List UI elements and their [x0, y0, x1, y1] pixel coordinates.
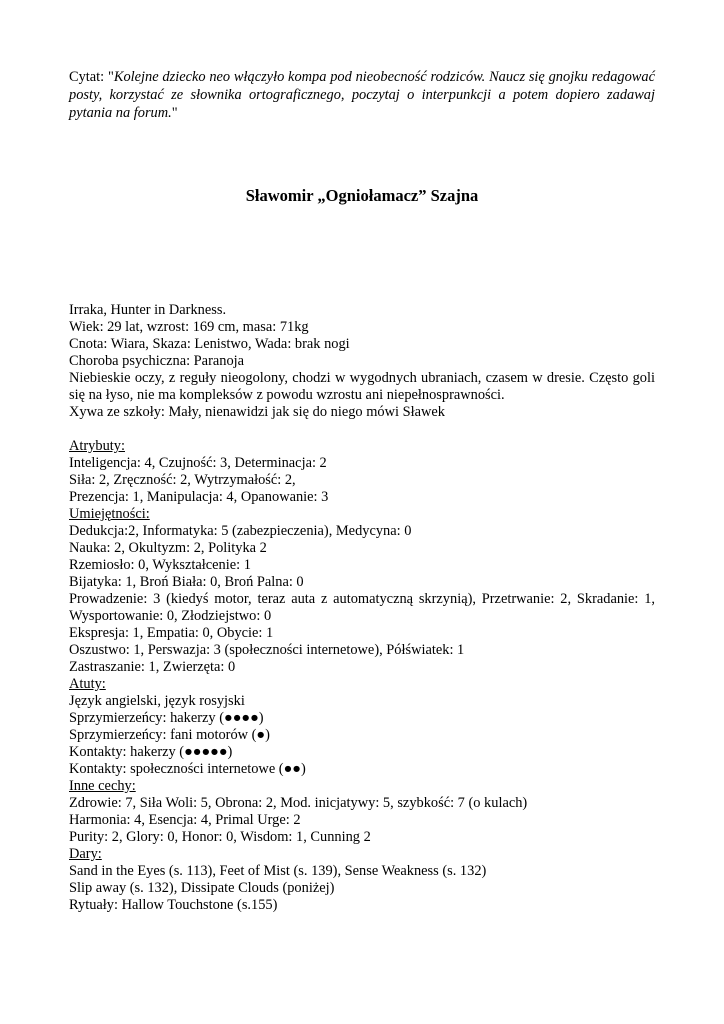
- document-title: Sławomir „Ogniołamacz” Szajna: [245, 186, 479, 205]
- other-traits-heading: Inne cechy:: [69, 778, 136, 794]
- intro-line: Cnota: Wiara, Skaza: Lenistwo, Wada: brak nogi: [69, 336, 350, 352]
- skills-line: Zastraszanie: 1, Zwierzęta: 0: [69, 659, 236, 675]
- description-paragraph: Niebieskie oczy, z reguły nieogolony, chodzi w wygodnych ubraniach, czasem w dresie. Często goli się na łyso, nie ma kompleksów z powodu wzrostu ani niepełnosprawności.: [69, 370, 655, 403]
- nickname-line: Xywa ze szkoły: Mały, nienawidzi jak się do niego mówi Sławek: [69, 404, 445, 420]
- intro-line: Choroba psychiczna: Paranoja: [69, 353, 245, 369]
- quote-text: Kolejne dziecko neo włączyło kompa pod nieobecność rodziców. Naucz się gnojku redagować posty, korzystać ze słownika ortograficznego, poczytaj o interpunkcji a potem dopiero zadawaj pytania na forum.: [69, 69, 655, 121]
- attributes-line: Inteligencja: 4, Czujność: 3, Determinacja: 2: [69, 455, 327, 471]
- gifts-line: Sand in the Eyes (s. 113), Feet of Mist (s. 139), Sense Weakness (s. 132): [69, 863, 487, 879]
- intro-line: Irraka, Hunter in Darkness.: [69, 302, 227, 318]
- attributes-line: Prezencja: 1, Manipulacja: 4, Opanowanie: 3: [69, 489, 329, 505]
- forum-quote: [69, 68, 655, 122]
- merits-line: Język angielski, język rosyjski: [69, 693, 245, 709]
- quote-suffix: ": [171, 105, 178, 121]
- merits-line: Sprzymierzeńcy: hakerzy (●●●●): [69, 710, 264, 726]
- intro-line: Wiek: 29 lat, wzrost: 169 cm, masa: 71kg: [69, 319, 309, 335]
- character-sheet: [69, 302, 655, 914]
- gifts-line: Slip away (s. 132), Dissipate Clouds (poniżej): [69, 880, 335, 896]
- attributes-heading: Atrybuty:: [69, 438, 125, 454]
- skills-line: Nauka: 2, Okultyzm: 2, Polityka 2: [69, 540, 267, 556]
- quote-prefix: Cytat: ": [69, 69, 114, 85]
- gifts-heading: Dary:: [69, 846, 102, 862]
- merits-heading: Atuty:: [69, 676, 106, 692]
- merits-line: Kontakty: hakerzy (●●●●●): [69, 744, 233, 760]
- other-traits-line: Harmonia: 4, Esencja: 4, Primal Urge: 2: [69, 812, 301, 828]
- skills-line: Oszustwo: 1, Perswazja: 3 (społeczności internetowe), Półświatek: 1: [69, 642, 465, 658]
- attributes-line: Siła: 2, Zręczność: 2, Wytrzymałość: 2,: [69, 472, 296, 488]
- merits-line: Kontakty: społeczności internetowe (●●): [69, 761, 306, 777]
- spacer: [69, 421, 655, 438]
- skills-wrapped-line: Prowadzenie: 3 (kiedyś motor, teraz auta z automatyczną skrzynią), Przetrwanie: 2, Skradanie: 1, Wysportowanie: 0, Złodziejstwo: 0: [69, 591, 655, 624]
- merits-line: Sprzymierzeńcy: fani motorów (●): [69, 727, 270, 743]
- skills-line: Ekspresja: 1, Empatia: 0, Obycie: 1: [69, 625, 274, 641]
- skills-heading: Umiejętności:: [69, 506, 150, 522]
- other-traits-line: Zdrowie: 7, Siła Woli: 5, Obrona: 2, Mod. inicjatywy: 5, szybkość: 7 (o kulach): [69, 795, 528, 811]
- skills-line: Bijatyka: 1, Broń Biała: 0, Broń Palna: 0: [69, 574, 304, 590]
- skills-line: Rzemiosło: 0, Wykształcenie: 1: [69, 557, 251, 573]
- gifts-line: Rytuały: Hallow Touchstone (s.155): [69, 897, 278, 913]
- other-traits-line: Purity: 2, Glory: 0, Honor: 0, Wisdom: 1, Cunning 2: [69, 829, 371, 845]
- skills-line: Dedukcja:2, Informatyka: 5 (zabezpieczenia), Medycyna: 0: [69, 523, 412, 539]
